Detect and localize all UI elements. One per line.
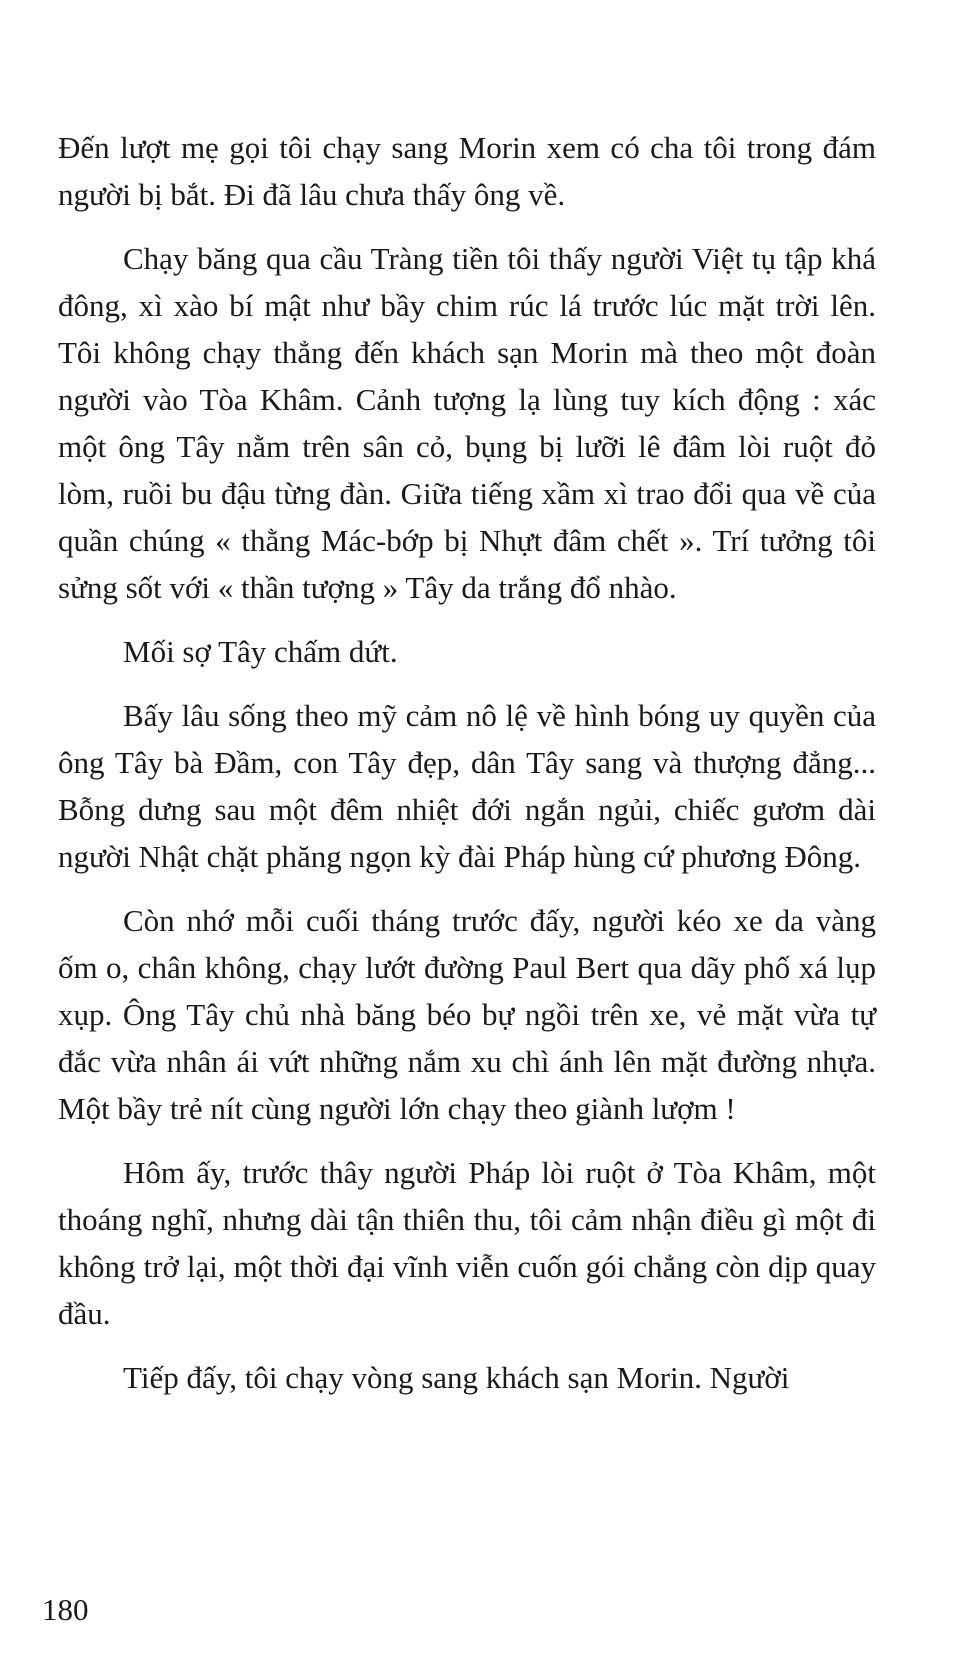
body-text bbox=[58, 124, 876, 1418]
paragraph: Mối sợ Tây chấm dứt. bbox=[123, 634, 398, 669]
page-number: 180 bbox=[42, 1592, 89, 1627]
paragraph: Bấy lâu sống theo mỹ cảm nô lệ về hình bóng uy quyền của ông Tây bà Đầm, con Tây đẹp, dân Tây sang và thượng đẳng... Bỗng dưng sau một đêm nhiệt đới ngắn ngủi, chiếc gươm dài người Nhật chặt phăng ngọn kỳ đài Pháp hùng cứ phương Đông. bbox=[58, 698, 876, 874]
paragraph: Tiếp đấy, tôi chạy vòng sang khách sạn Morin. Người bbox=[123, 1360, 790, 1395]
paragraph: Chạy băng qua cầu Tràng tiền tôi thấy người Việt tụ tập khá đông, xì xào bí mật như bầy chim rúc lá trước lúc mặt trời lên. Tôi không chạy thẳng đến khách sạn Morin mà theo một đoàn người vào Tòa Khâm. Cảnh tượng lạ lùng tuy kích động : xác một ông Tây nằm trên sân cỏ, bụng bị lưỡi lê đâm lòi ruột đỏ lòm, ruồi bu đậu từng đàn. Giữa tiếng xầm xì trao đổi qua về của quần chúng « thằng Mác-bớp bị Nhựt đâm chết ». Trí tưởng tôi sửng sốt với « thần tượng » Tây da trắng đổ nhào. bbox=[58, 241, 876, 605]
paragraph: Còn nhớ mỗi cuối tháng trước đấy, người kéo xe da vàng ốm o, chân không, chạy lướt đường Paul Bert qua dãy phố xá lụp xụp. Ông Tây chủ nhà băng béo bự ngồi trên xe, vẻ mặt vừa tự đắc vừa nhân ái vứt những nắm xu chì ánh lên mặt đường nhựa. Một bầy trẻ nít cùng người lớn chạy theo giành lượm ! bbox=[58, 903, 876, 1126]
paragraph: Hôm ấy, trước thây người Pháp lòi ruột ở Tòa Khâm, một thoáng nghĩ, nhưng dài tận thiên thu, tôi cảm nhận điều gì một đi không trở lại, một thời đại vĩnh viễn cuốn gói chẳng còn dịp quay đầu. bbox=[58, 1155, 876, 1331]
paragraph: Đến lượt mẹ gọi tôi chạy sang Morin xem có cha tôi trong đám người bị bắt. Đi đã lâu chưa thấy ông về. bbox=[58, 130, 876, 212]
